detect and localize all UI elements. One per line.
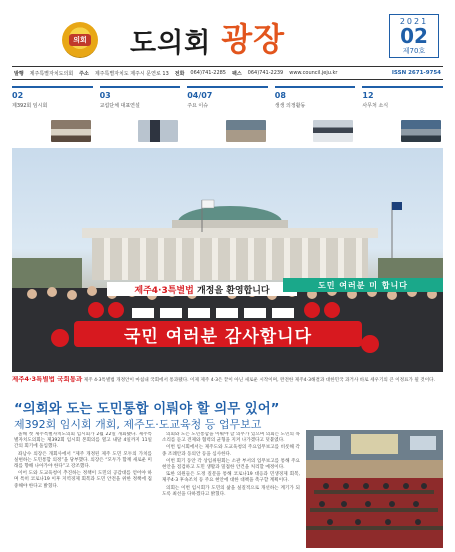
- contents-item[interactable]: [100, 86, 181, 144]
- contents-page-number: 02: [12, 91, 24, 100]
- contents-item[interactable]: [12, 86, 93, 144]
- welcome-banner-suffix: 개정을 환영합니다: [196, 285, 270, 296]
- issn: ISSN 2671-9754: [391, 70, 441, 76]
- seal-text: 의회: [69, 34, 91, 46]
- website-link[interactable]: www.council.jeju.kr: [289, 70, 338, 76]
- article-body: [14, 432, 300, 548]
- article-paragraph: 의회와 도는 도민통합을 이뤄야 할 의무가 있으며 의회는 도민의 목소리를 듣고 견제와 협력의 균형을 지켜 나가겠다고 덧붙였다.: [162, 432, 300, 444]
- publisher: 제주특별자치도의회: [29, 70, 74, 77]
- welcome-banner: [107, 282, 297, 296]
- hero-photo: [12, 148, 443, 372]
- article-subhead: 제392회 임시회 개회, 제주도·도교육청 등 업무보고: [14, 418, 262, 431]
- contents-page-number: 04/07: [187, 91, 213, 100]
- assembly-roof: [82, 228, 378, 238]
- contents-title: 사무처 소식: [362, 103, 389, 109]
- article-headline: “의회와 도는 도민통합 이뤄야 할 의무 있어”: [14, 402, 280, 417]
- thanks-banner-text: 국민 여러분 감사합니다: [123, 326, 313, 347]
- contents-thumbnail: [138, 120, 178, 142]
- title-part2: 광장: [221, 20, 286, 58]
- article-paragraph: 이어 도와 도교육청이 추진하는 정책이 도민의 공감대를 얻어야 하며 특히 코로나19 이후 지역경제 회복과 도민 안전을 위한 정책에 집중해야 한다고 밝혔다.: [14, 471, 152, 489]
- contents-thumbnail: [313, 120, 353, 142]
- contents-title: 주요 이슈: [187, 103, 209, 109]
- issue-year: 2021: [399, 17, 429, 26]
- address: 제주특별자치도 제주시 문연로 13: [94, 70, 169, 77]
- contents-thumbnail: [51, 120, 91, 142]
- caption-text: 제주 4·3특별법 개정안이 마침내 국회에서 통과됐다. 이제 제주 4·3은 끝이 아닌 새로운 시작이며, 완전한 제주4·3해결과 대한민국 과거사 바로 세우기의 큰 이정표가 될 것이다.: [83, 378, 436, 383]
- contents-thumbnail: [226, 120, 266, 142]
- council-seal-logo: [62, 22, 98, 58]
- contents-page-number: 08: [274, 91, 286, 100]
- plenary-session-photo: [306, 430, 443, 548]
- dome-base: [172, 220, 288, 228]
- contents-thumbnail: [401, 120, 441, 142]
- issue-month: 02: [400, 24, 428, 48]
- publisher-infobar: [12, 66, 443, 80]
- photo-caption: [12, 376, 443, 392]
- assembly-columns: [104, 238, 362, 280]
- assembly-flag: [392, 202, 402, 210]
- korean-flag: [202, 200, 214, 208]
- article-paragraph: 의회는 이번 임시회가 도민의 삶을 실질적으로 개선하는 계기가 되도록 최선을 다하겠다고 밝혔다.: [162, 485, 300, 497]
- article-paragraph: 또한 의원들은 도정 질문을 통해 코로나19 대응과 민생경제 회복, 제주4·3 후속조치 등 주요 현안에 대한 대책을 촉구할 계획이다.: [162, 472, 300, 484]
- issue-box: [389, 14, 439, 58]
- article-paragraph: 이번 회기 동안 각 상임위원회는 소관 부서의 업무보고를 통해 주요 현안을 점검하고 도민 생활과 밀접한 안건을 처리할 예정이다.: [162, 458, 300, 471]
- address-label: 주소: [79, 70, 89, 77]
- contents-strip: [12, 86, 443, 144]
- contents-item[interactable]: [362, 86, 443, 144]
- phone-label: 전화: [174, 70, 185, 77]
- thanks-banner: [74, 321, 362, 347]
- green-banner: 도민 여러분 미 합니다: [283, 278, 443, 292]
- contents-item[interactable]: [187, 86, 268, 144]
- contents-title: 교섭단체 대표연설: [99, 103, 140, 109]
- contents-title: 제392회 임시회: [12, 103, 48, 109]
- fax-label: 팩스: [232, 70, 242, 77]
- article-paragraph: 좌남수 의장은 개회사에서 “제주 개정된 제주 도민 모두의 가치를 실현하는 도민통합 의정”을 당부했다. 의장은 “모두가 함께 새로운 미래를 향해 나아가야 한다”고 강조했다.: [14, 451, 152, 470]
- masthead: [0, 0, 455, 64]
- article-paragraph: 올해 첫 제주특별자치도의회 임시회가 2월 22일 개회됐다. 제주특별자치도의회는 제392회 임시회 본회의를 열고 내달 4일까지 11일간의 회기에 돌입했다.: [14, 432, 152, 450]
- phone: 064)741-2285: [190, 70, 226, 76]
- plenary-hall-illustration: [306, 430, 443, 548]
- welcome-banner-prefix: 제주4·3특별법: [134, 285, 194, 296]
- contents-page-number: 03: [99, 91, 111, 100]
- article-paragraph: 이번 임시회에서는 제주도와 도교육청의 주요업무보고를 비롯해 각종 조례안과 동의안 등을 심사한다.: [162, 445, 300, 457]
- contents-item[interactable]: [275, 86, 356, 144]
- fax: 064)741-2239: [247, 70, 284, 76]
- newsletter-title: [130, 20, 285, 60]
- title-part1: 도의회: [130, 28, 212, 59]
- contents-title: 생생 의정활동: [274, 103, 306, 109]
- caption-title: 제주4·3특별법 국회통과: [12, 376, 83, 383]
- issue-number: 제70호: [402, 47, 426, 55]
- publisher-label: 발행: [14, 70, 24, 77]
- contents-page-number: 12: [362, 91, 374, 100]
